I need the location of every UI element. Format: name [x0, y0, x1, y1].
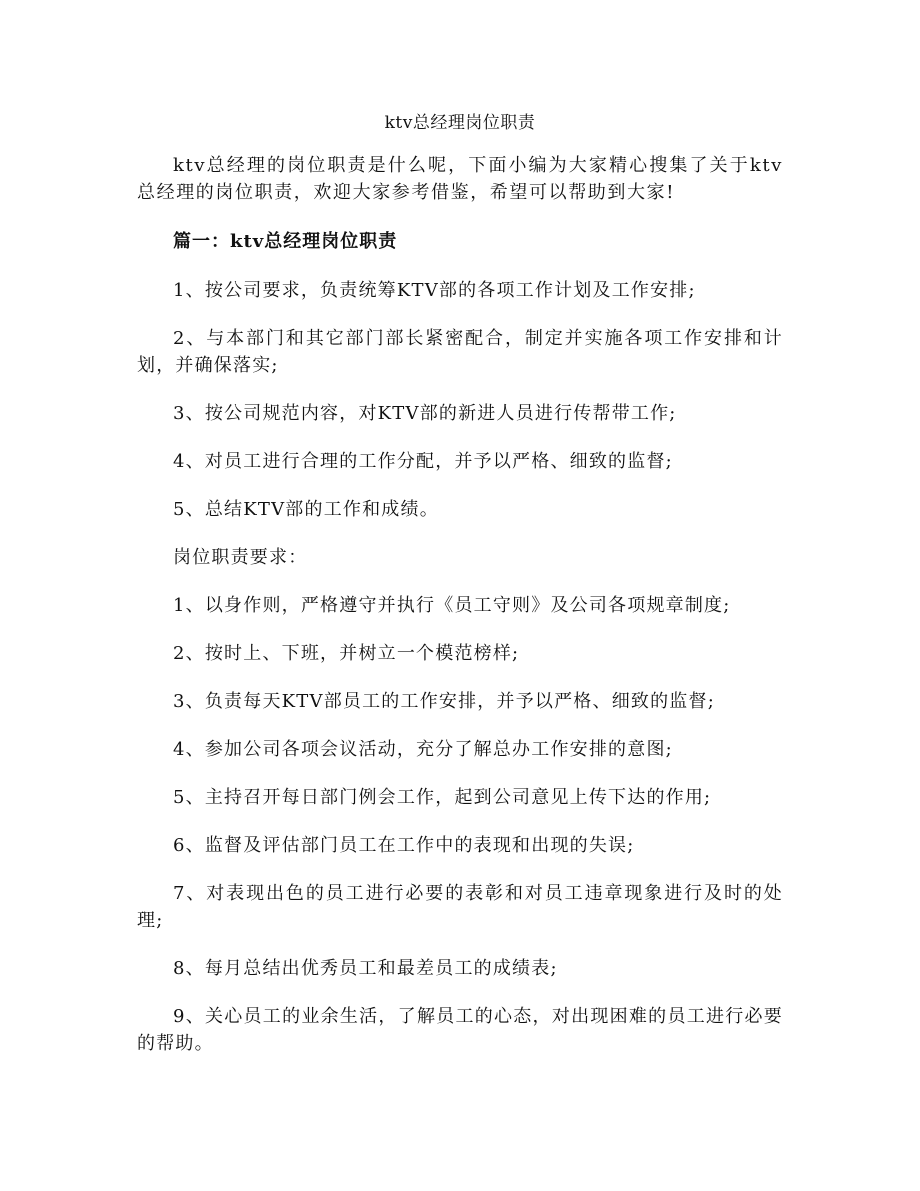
requirement-item-5: 5、主持召开每日部门例会工作，起到公司意见上传下达的作用; [173, 787, 712, 808]
duty-item-1: 1、按公司要求，负责统筹KTV部的各项工作计划及工作安排; [173, 280, 696, 301]
requirement-item-3: 3、负责每天KTV部员工的工作安排，并予以严格、细致的监督; [173, 691, 715, 712]
requirement-item-7: 7、对表现出色的员工进行必要的表彰和对员工违章现象进行及时的处理; [137, 883, 783, 931]
requirement-item-9: 9、关心员工的业余生活，了解员工的心态，对出现困难的员工进行必要的帮助。 [137, 1006, 783, 1054]
duty-item-5: 5、总结KTV部的工作和成绩。 [173, 499, 439, 520]
document-content [137, 106, 783, 1078]
requirement-item-8: 8、每月总结出优秀员工和最差员工的成绩表; [173, 958, 558, 979]
duty-item-3: 3、按公司规范内容，对KTV部的新进人员进行传帮带工作; [173, 403, 677, 424]
section-heading: 篇一：ktv总经理岗位职责 [173, 231, 398, 252]
duty-item-4: 4、对员工进行合理的工作分配，并予以严格、细致的监督; [173, 451, 673, 472]
requirement-item-1: 1、以身作则，严格遵守并执行《员工守则》及公司各项规章制度; [173, 595, 731, 616]
requirement-item-4: 4、参加公司各项会议活动，充分了解总办工作安排的意图; [173, 739, 673, 760]
duty-item-2: 2、与本部门和其它部门部长紧密配合，制定并实施各项工作安排和计划，并确保落实; [137, 328, 783, 376]
document-title: ktv总经理岗位职责 [384, 113, 536, 133]
requirement-item-2: 2、按时上、下班，并树立一个模范榜样; [173, 643, 520, 664]
requirement-item-6: 6、监督及评估部门员工在工作中的表现和出现的失误; [173, 835, 635, 856]
intro-paragraph: ktv总经理的岗位职责是什么呢，下面小编为大家精心搜集了关于ktv总经理的岗位职责，欢迎大家参考借鉴，希望可以帮助到大家! [137, 155, 783, 203]
requirements-heading: 岗位职责要求： [173, 547, 308, 568]
